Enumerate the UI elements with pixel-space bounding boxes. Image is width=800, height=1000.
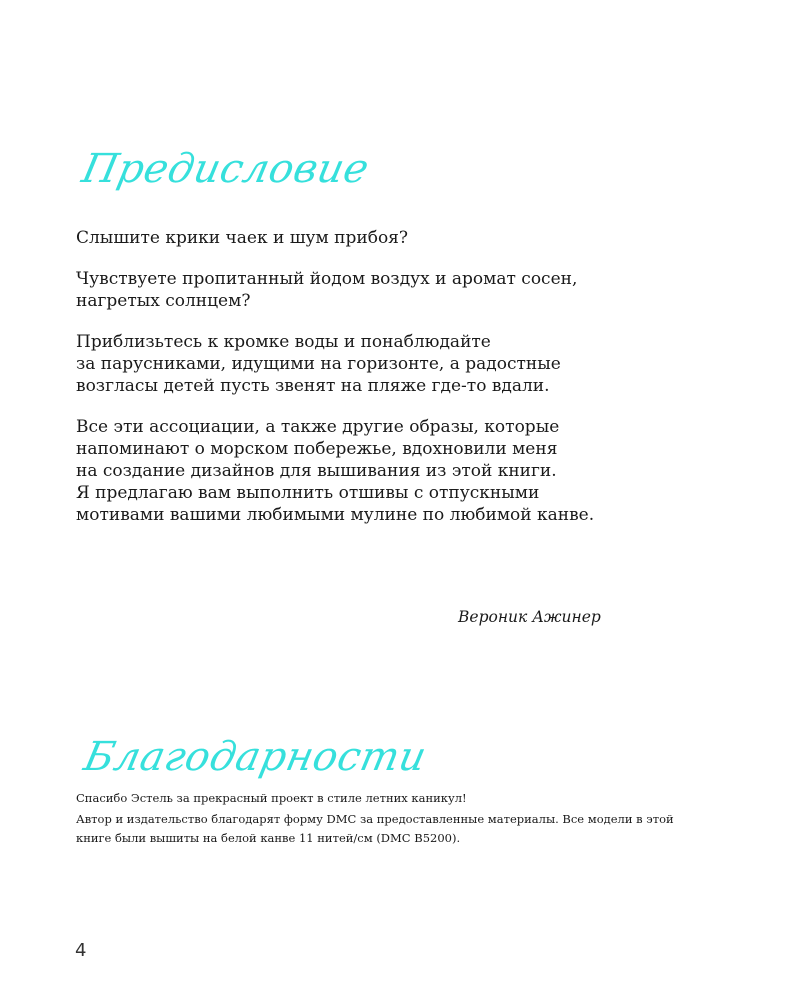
acknowledgements-line: книге были вышиты на белой канве 11 нитей/см (DMC B5200). — [76, 831, 461, 845]
preface-body — [76, 227, 696, 545]
preface-paragraph — [76, 416, 696, 526]
preface-line: нагретых солнцем? — [76, 291, 251, 311]
acknowledgements-paragraph — [76, 789, 736, 808]
author-signature: Вероник Ажинер — [458, 608, 601, 626]
preface-line: напоминают о морском побережье, вдохновили меня — [76, 439, 558, 459]
preface-line: за парусниками, идущими на горизонте, а радостные — [76, 354, 561, 374]
acknowledgements-line: Автор и издательство благодарят форму DMC за предоставленные материалы. Все модели в этой — [76, 812, 674, 826]
preface-paragraph — [76, 268, 696, 312]
preface-paragraph — [76, 331, 696, 397]
acknowledgements-body — [76, 789, 736, 850]
preface-line: Я предлагаю вам выполнить отшивы с отпускными — [76, 483, 540, 503]
preface-line: на создание дизайнов для вышивания из этой книги. — [76, 461, 557, 481]
preface-line: Чувствуете пропитанный йодом воздух и аромат сосен, — [76, 269, 578, 289]
preface-heading: Предисловие — [78, 146, 374, 192]
preface-line: Слышите крики чаек и шум прибоя? — [76, 228, 409, 248]
preface-paragraph — [76, 227, 696, 249]
preface-line: возгласы детей пусть звенят на пляже где-то вдали. — [76, 376, 550, 396]
preface-line: Приблизьтесь к кромке воды и понаблюдайте — [76, 332, 491, 352]
page-number: 4 — [75, 940, 87, 961]
acknowledgements-paragraph — [76, 810, 736, 848]
preface-line: мотивами вашими любимыми мулине по любимой канве. — [76, 505, 595, 525]
acknowledgements-heading: Благодарности — [80, 734, 431, 780]
acknowledgements-line: Спасибо Эстель за прекрасный проект в стиле летних каникул! — [76, 791, 467, 805]
preface-line: Все эти ассоциации, а также другие образы, которые — [76, 417, 560, 437]
